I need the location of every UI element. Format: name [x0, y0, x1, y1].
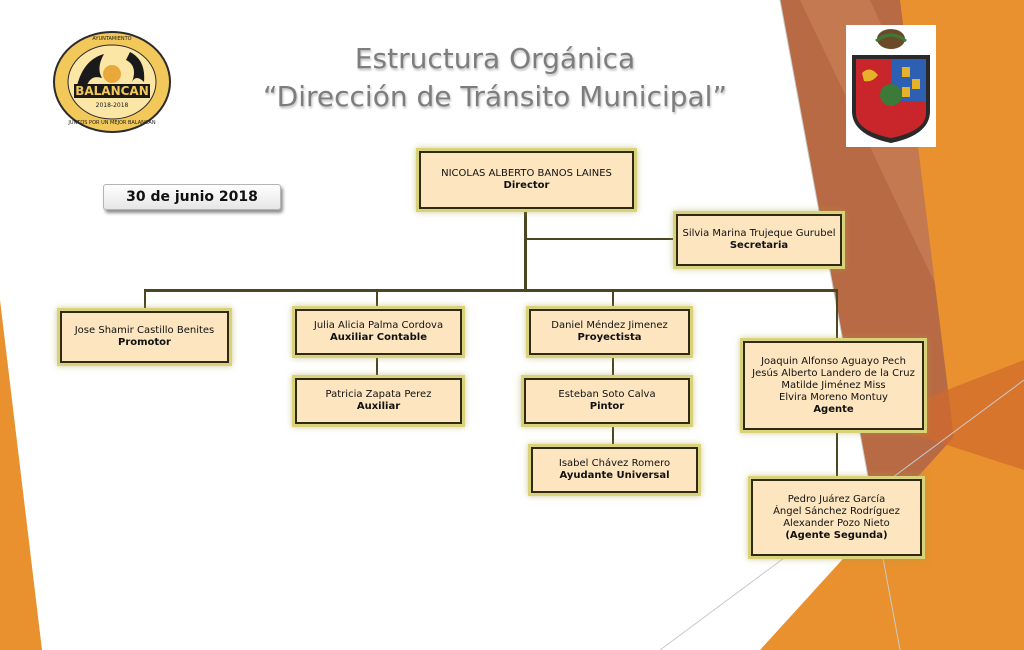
box-agente	[743, 341, 924, 430]
connector-proyectista	[612, 289, 614, 311]
box-director	[419, 151, 634, 209]
pintor-role: Pintor	[589, 401, 625, 412]
connector-pintor	[612, 354, 614, 378]
box-auxiliar	[295, 378, 462, 424]
date-badge: 30 de junio 2018	[103, 184, 281, 210]
box-proyectista	[529, 309, 690, 355]
title-line-2: “Dirección de Tránsito Municipal”	[263, 80, 727, 113]
connector-agente-segunda	[836, 429, 838, 481]
box-secretaria	[676, 214, 842, 266]
auxiliar-contable-name: Julia Alicia Palma Cordova	[313, 320, 444, 331]
connector-horizontal-main	[144, 289, 838, 292]
agente-name-3: Matilde Jiménez Miss	[781, 379, 886, 391]
agente-segunda-name-2: Ángel Sánchez Rodríguez	[773, 505, 900, 517]
balancan-logo	[52, 30, 172, 134]
auxiliar-name: Patricia Zapata Perez	[325, 389, 432, 400]
box-pintor	[524, 378, 690, 424]
agente-name-4: Elvira Moreno Montuy	[779, 391, 888, 403]
box-promotor	[60, 311, 229, 363]
connector-agente	[836, 289, 838, 343]
auxiliar-contable-role: Auxiliar Contable	[330, 332, 427, 343]
ayudante-name: Isabel Chávez Romero	[558, 458, 671, 469]
agente-name-2: Jesús Alberto Landero de la Cruz	[752, 367, 915, 379]
secretaria-name: Silvia Marina Trujeque Gurubel	[682, 228, 836, 239]
box-auxiliar-contable	[295, 309, 462, 355]
director-name: NICOLAS ALBERTO BANOS LAINES	[441, 168, 612, 179]
agente-name-1: Joaquin Alfonso Aguayo Pech	[761, 355, 906, 367]
ayudante-role: Ayudante Universal	[559, 470, 670, 481]
agente-segunda-role: (Agente Segunda)	[785, 529, 888, 541]
logo-arc-bottom: JUNTOS POR UN MEJOR BALANCÁN	[68, 120, 156, 126]
secretaria-role: Secretaria	[729, 240, 789, 251]
coat-of-arms	[846, 25, 936, 147]
logo-text: BALANCAN	[75, 84, 149, 98]
logo-arc-top: AYUNTAMIENTO	[92, 36, 132, 42]
connector-director-down	[524, 208, 527, 291]
agente-segunda-name-3: Alexander Pozo Nieto	[783, 517, 890, 529]
proyectista-role: Proyectista	[577, 332, 642, 343]
connector-auxiliar-contable	[376, 289, 378, 311]
box-agente-segunda	[751, 479, 922, 556]
connector-ayudante	[612, 424, 614, 448]
connector-promotor	[144, 289, 146, 311]
agente-role: Agente	[813, 403, 854, 415]
connector-auxiliar	[376, 354, 378, 378]
proyectista-name: Daniel Méndez Jimenez	[551, 320, 668, 331]
director-role: Director	[503, 180, 550, 191]
promotor-role: Promotor	[117, 337, 171, 348]
orange-band-left	[0, 300, 42, 650]
title-line-1: Estructura Orgánica	[354, 42, 636, 75]
agente-segunda-name-1: Pedro Juárez García	[787, 493, 886, 505]
box-ayudante	[531, 447, 698, 493]
pintor-name: Esteban Soto Calva	[558, 389, 656, 400]
logo-years: 2018-2018	[95, 102, 129, 109]
promotor-name: Jose Shamir Castillo Benites	[74, 325, 215, 336]
auxiliar-role: Auxiliar	[356, 401, 401, 412]
connector-secretaria	[524, 238, 676, 240]
